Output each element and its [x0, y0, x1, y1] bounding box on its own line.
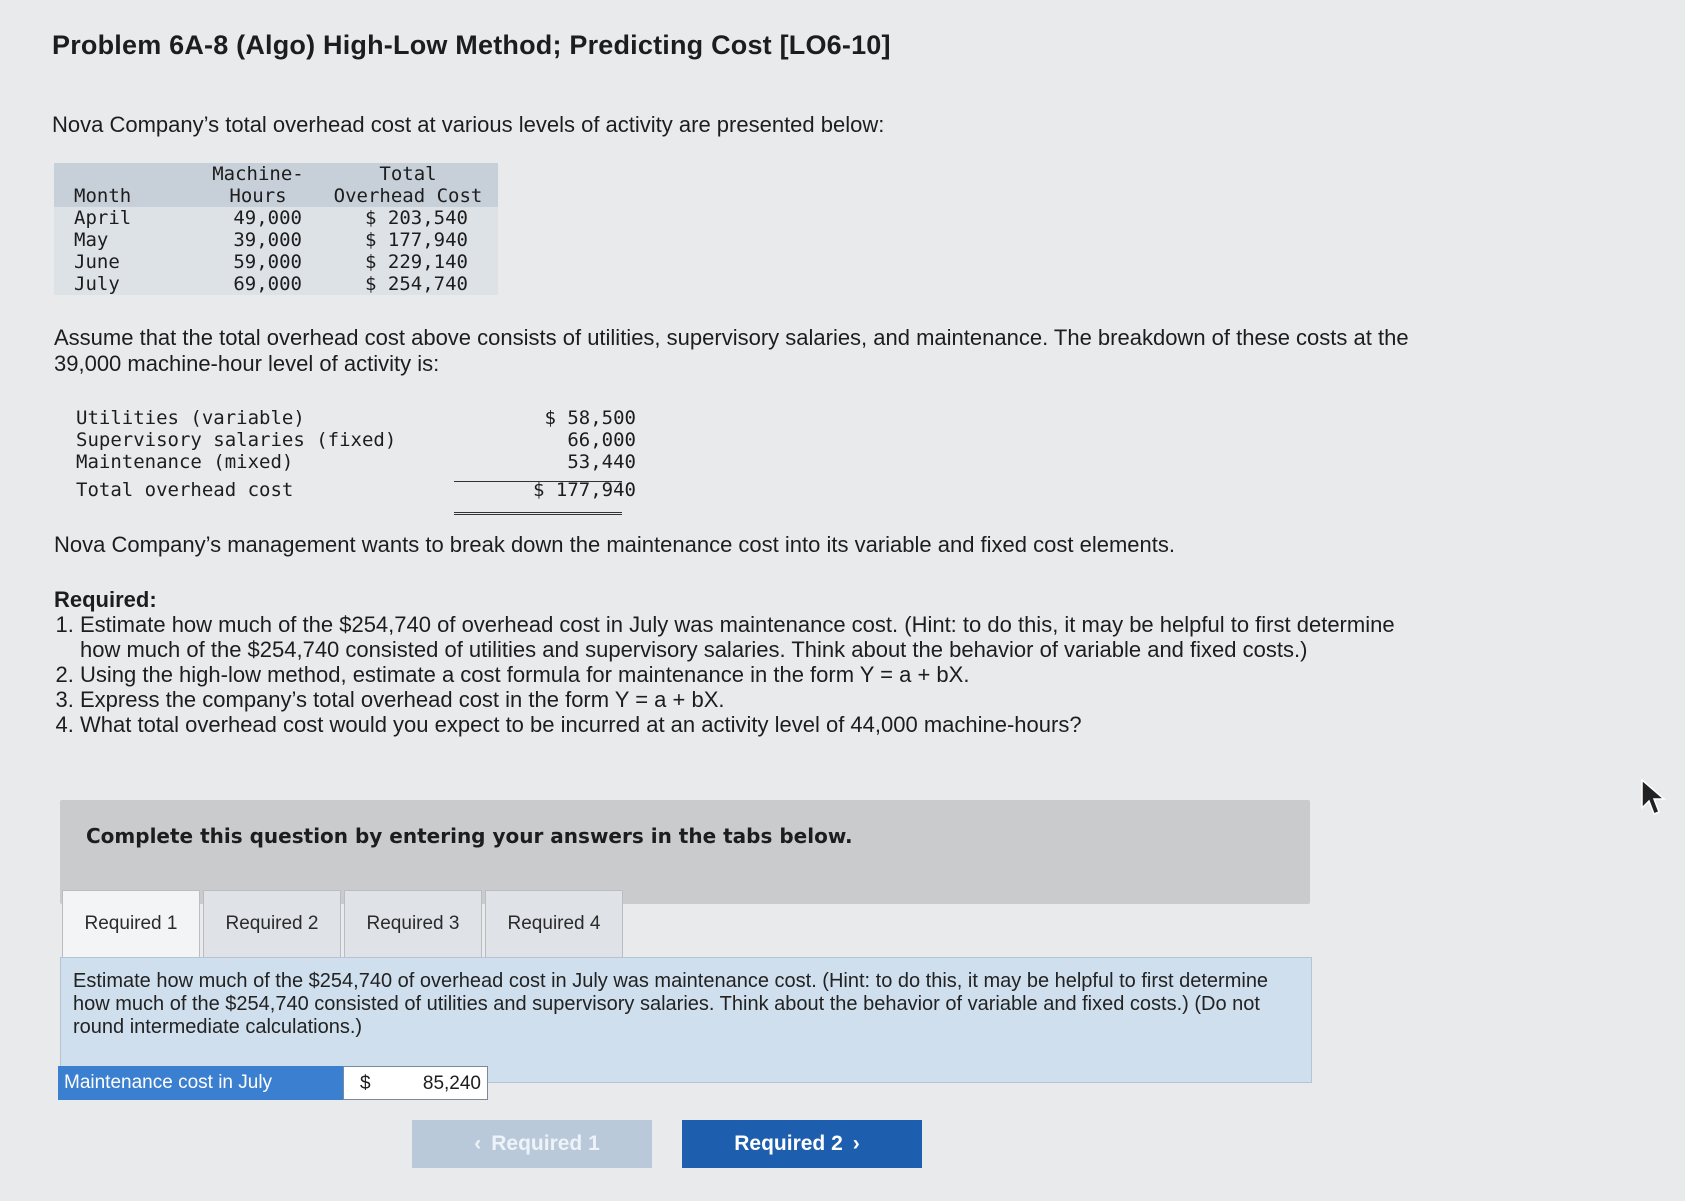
tab-required-1[interactable]: Required 1 — [62, 890, 200, 957]
tab-required-4[interactable]: Required 4 — [485, 890, 623, 957]
cell-hours: 49,000 — [198, 207, 314, 229]
problem-title: Problem 6A-8 (Algo) High-Low Method; Predicting Cost [LO6-10] — [52, 30, 891, 60]
required-section — [54, 587, 1414, 737]
month-header-label: Month — [74, 185, 132, 207]
next-button[interactable] — [682, 1120, 922, 1168]
required-item: 3. Express the company’s total overhead cost in the form Y = a + bX. — [80, 687, 1414, 712]
hours-header-line2: Hours — [229, 185, 287, 207]
tab-bar — [62, 890, 626, 957]
subtotal-rule — [454, 481, 622, 482]
cell-month: July — [54, 273, 198, 295]
breakdown-row — [76, 429, 636, 451]
breakdown-label: Maintenance (mixed) — [76, 451, 294, 473]
cost-breakdown — [76, 407, 636, 501]
next-button-label: Required 2 — [734, 1132, 843, 1155]
breakdown-total-row — [76, 479, 636, 501]
problem-intro: Nova Company’s total overhead cost at various levels of activity are presented below: — [52, 112, 885, 137]
cell-cost: $ 254,740 — [314, 273, 498, 295]
col-header-month — [54, 163, 198, 207]
panel-instruction-text: Estimate how much of the $254,740 of overhead cost in July was maintenance cost. (Hint: to do this, it may be helpful to first determine how much of the $254,740 consisted of utilities and supervisory salaries. Think about the behavior of variable and fixed costs.) (Do not round intermediate calculations.) — [73, 970, 1269, 1038]
chevron-right-icon: › — [852, 1132, 860, 1155]
required-item: 2. Using the high-low method, estimate a cost formula for maintenance in the form Y = a + bX. — [80, 662, 1414, 687]
assumption-text: Assume that the total overhead cost above consists of utilities, supervisory salaries, and maintenance. The breakdown of these costs at the 39,000 machine-hour level of activity is: — [54, 325, 1409, 376]
prev-button[interactable] — [412, 1120, 652, 1168]
cost-header-line1: Total — [379, 163, 437, 185]
cell-cost: $ 203,540 — [314, 207, 498, 229]
col-header-cost — [314, 163, 498, 207]
breakdown-label: Supervisory salaries (fixed) — [76, 429, 397, 451]
breakdown-value: 66,000 — [567, 429, 636, 451]
breakdown-value: $ 58,500 — [544, 407, 636, 429]
cell-hours: 59,000 — [198, 251, 314, 273]
breakdown-row — [76, 451, 636, 473]
management-text: Nova Company’s management wants to break down the maintenance cost into its variable and fixed cost elements. — [54, 532, 1175, 557]
breakdown-value: 53,440 — [567, 451, 636, 473]
table-row — [54, 273, 498, 295]
cell-month: June — [54, 251, 198, 273]
required-list — [54, 612, 1414, 737]
cost-header-line2: Overhead Cost — [333, 185, 483, 207]
answer-value: 85,240 — [422, 1073, 481, 1094]
table-row — [54, 251, 498, 273]
table-row — [54, 229, 498, 251]
breakdown-label: Utilities (variable) — [76, 407, 305, 429]
breakdown-row — [76, 407, 636, 429]
currency-symbol: $ — [360, 1073, 371, 1094]
cell-month: May — [54, 229, 198, 251]
col-header-hours — [198, 163, 314, 207]
cell-cost: $ 229,140 — [314, 251, 498, 273]
answer-label: Maintenance cost in July — [58, 1066, 343, 1100]
chevron-left-icon: ‹ — [474, 1132, 482, 1155]
breakdown-total-value: $ 177,940 — [533, 479, 636, 501]
total-double-rule — [454, 512, 622, 515]
cell-hours: 39,000 — [198, 229, 314, 251]
tab-required-2[interactable]: Required 2 — [203, 890, 341, 957]
instructions-banner — [60, 800, 1310, 904]
instructions-text: Complete this question by entering your answers in the tabs below. — [86, 824, 853, 848]
prev-button-label: Required 1 — [491, 1132, 600, 1155]
cell-hours: 69,000 — [198, 273, 314, 295]
required-item: 1. Estimate how much of the $254,740 of overhead cost in July was maintenance cost. (Hint: to do this, it may be helpful to first determine how much of the $254,740 consisted of utilities and supervisory salaries. Think about the behavior of variable and fixed costs.) — [80, 612, 1414, 662]
tab-required-3[interactable]: Required 3 — [344, 890, 482, 957]
required-heading: Required: — [54, 587, 157, 612]
cell-cost: $ 177,940 — [314, 229, 498, 251]
mouse-pointer-icon — [1640, 778, 1668, 818]
required-item: 4. What total overhead cost would you expect to be incurred at an activity level of 44,000 machine-hours? — [80, 712, 1414, 737]
table-row — [54, 207, 498, 229]
maintenance-cost-input[interactable] — [343, 1066, 488, 1100]
hours-header-line1: Machine- — [212, 163, 304, 185]
tab-panel — [60, 957, 1312, 1083]
activity-table-header — [54, 163, 498, 207]
activity-table — [54, 163, 498, 295]
answer-row — [58, 1066, 488, 1100]
cell-month: April — [54, 207, 198, 229]
breakdown-total-label: Total overhead cost — [76, 479, 294, 501]
